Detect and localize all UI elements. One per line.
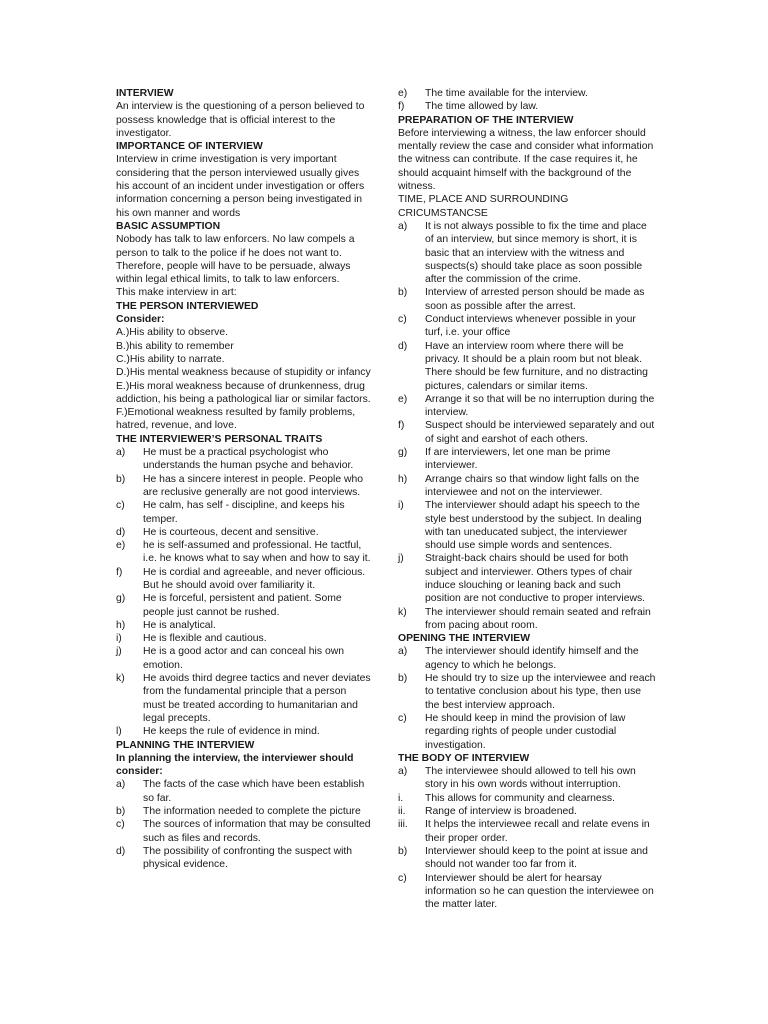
- list-item-text: Suspect should be interviewed separately and out of sight and earshot of each others.: [425, 420, 655, 445]
- list-item: [398, 672, 656, 712]
- list-item: [116, 645, 371, 672]
- list-item-text: He is cordial and agreeable, and never officious. But he should avoid over familiarity it.: [143, 566, 366, 591]
- list-item: [116, 818, 371, 845]
- list-item-text: The interviewer should identify himself and the agency to which he belongs.: [425, 646, 639, 671]
- list-item: [398, 552, 656, 605]
- list-item: [116, 672, 371, 725]
- list-item: [116, 526, 371, 539]
- list-item: [116, 619, 371, 632]
- list-marker: a): [398, 646, 408, 658]
- list-item-text: He keeps the rule of evidence in mind.: [143, 726, 320, 738]
- list-marker: i): [116, 633, 122, 645]
- paragraph: F.)Emotional weakness resulted by family problems, hatred, revenue, and love.: [116, 407, 356, 432]
- list-item-text: He is forceful, persistent and patient. Some people just cannot be rushed.: [143, 593, 342, 618]
- list-item-text: He is a good actor and can conceal his own emotion.: [143, 646, 345, 671]
- list-marker: c): [398, 872, 407, 884]
- list-item: [116, 446, 371, 473]
- list-marker: k): [116, 673, 125, 685]
- list-item: [398, 340, 656, 393]
- list-marker: a): [398, 766, 408, 778]
- list-item: [398, 645, 656, 672]
- list-marker: d): [398, 340, 408, 352]
- section-heading: Consider:: [116, 314, 165, 326]
- list-item-text: He calm, has self - discipline, and keeps his temper.: [143, 500, 345, 525]
- list-marker: c): [398, 712, 407, 724]
- section-heading: INTERVIEW: [116, 88, 174, 99]
- list-item: [398, 419, 656, 446]
- list-marker: f): [116, 566, 123, 578]
- paragraph: An interview is the questioning of a person believed to possess knowledge that is official interest to the investigator.: [116, 101, 365, 139]
- list-marker: g): [398, 447, 408, 459]
- list-marker: a): [116, 779, 126, 791]
- list-marker: i): [398, 500, 404, 512]
- paragraph: D.)His mental weakness because of stupidity or infancy: [116, 367, 371, 379]
- section-heading: OPENING THE INTERVIEW: [398, 633, 531, 645]
- paragraph: A.)His ability to observe.: [116, 327, 229, 339]
- list-marker: d): [116, 845, 126, 857]
- list-marker: l): [116, 726, 122, 738]
- list-item: [116, 592, 371, 619]
- paragraph: B.)his ability to remember: [116, 340, 234, 352]
- paragraph: Before interviewing a witness, the law enforcer should mentally review the case and consider what information the witness can contribute. If the case requires it, he should acquaint himself with the background of the witness.: [398, 127, 654, 193]
- list-item: [398, 818, 656, 845]
- list-marker: g): [116, 593, 126, 605]
- list-item-text: The facts of the case which have been establish so far.: [143, 779, 365, 804]
- list-item-text: he is self-assumed and professional. He tactful, i.e. he knows what to say when and how to say it.: [143, 540, 371, 565]
- list-item: [398, 100, 656, 113]
- list-item-text: He must be a practical psychologist who understands the human psyche and behavior.: [143, 447, 354, 472]
- list-marker: h): [116, 619, 126, 631]
- list-item: [398, 286, 656, 313]
- list-item-text: Interviewer should be alert for hearsay information so he can question the interviewee on the matter later.: [425, 872, 654, 911]
- list-item-text: Interviewer should keep to the point at issue and should not wander too far from it.: [425, 845, 648, 871]
- list-marker: e): [116, 540, 126, 552]
- list-item-text: Have an interview room where there will be privacy. It should be a plain room but not bleak. There should be few furniture, and no distracting pictures, calendars or similar items.: [425, 340, 648, 392]
- section-heading: BASIC ASSUMPTION: [116, 220, 221, 232]
- list-item-text: The information needed to complete the picture: [143, 806, 361, 818]
- list-item-text: Interview of arrested person should be made as soon as possible after the arrest.: [425, 287, 645, 312]
- list-item-text: The interviewer should adapt his speech to the style best understood by the subject. In dealing with tan uneducated subject, the interviewer should use simple words and sentences.: [425, 500, 642, 552]
- list-marker: b): [116, 806, 126, 818]
- list-item-text: The interviewer should remain seated and refrain from pacing about room.: [425, 606, 651, 631]
- paragraph: C.)His ability to narrate.: [116, 353, 225, 365]
- list-marker: b): [398, 673, 408, 685]
- list-marker: h): [398, 473, 408, 485]
- list-item: [116, 632, 371, 645]
- paragraph: TIME, PLACE AND SURROUNDING CRICUMSTANCSE: [398, 194, 569, 219]
- list-item-text: He is courteous, decent and sensitive.: [143, 526, 319, 538]
- list-item: [398, 313, 656, 340]
- list-item-text: The sources of information that may be consulted such as files and records.: [143, 819, 371, 844]
- list-marker: c): [116, 819, 125, 831]
- list-marker: iii.: [398, 819, 408, 831]
- list-item: [398, 473, 656, 500]
- list-item-text: Straight-back chairs should be used for both subject and interviewer. Others types of chair induce slouching or leaning back and such position are not conductive to proper interviews.: [425, 553, 646, 605]
- list-marker: i.: [398, 792, 404, 804]
- list-item: [116, 845, 371, 872]
- section-heading: IMPORTANCE OF INTERVIEW: [116, 141, 263, 153]
- list-item: [398, 87, 656, 100]
- list-item-text: The possibility of confronting the suspect with physical evidence.: [143, 845, 353, 871]
- list-item: [116, 566, 371, 593]
- section-heading: PREPARATION OF THE INTERVIEW: [398, 114, 574, 126]
- section-heading: THE PERSON INTERVIEWED: [116, 300, 259, 312]
- list-item: [116, 473, 371, 500]
- list-marker: j): [398, 553, 404, 565]
- list-marker: c): [398, 314, 407, 326]
- list-item-text: It is not always possible to fix the time and place of an interview, but since memory is short, it is basic that an interview with the witness and suspects(s) should take place as soon possible after the commission of the crime.: [425, 220, 647, 286]
- section-heading: In planning the interview, the interviewer should consider:: [116, 752, 354, 778]
- list-item-text: He is analytical.: [143, 619, 216, 631]
- list-item: [116, 499, 371, 526]
- list-item: [116, 539, 371, 566]
- paragraph: Interview in crime investigation is very important considering that the person interviewed usually gives his account of an incident under investigation or offers information concerning a person being investigated in his own manner and words: [116, 154, 365, 219]
- paragraph: E.)His moral weakness because of drunkenness, drug addiction, his being a pathological liar or similar factors.: [116, 380, 371, 405]
- list-marker: a): [398, 220, 408, 232]
- list-item: [398, 499, 656, 552]
- right-column: [398, 87, 656, 911]
- list-item: [398, 872, 656, 912]
- list-marker: b): [116, 473, 126, 485]
- list-item: [398, 792, 656, 805]
- list-marker: e): [398, 393, 408, 405]
- list-marker: a): [116, 447, 126, 459]
- left-column: [116, 87, 371, 872]
- list-item: [398, 393, 656, 420]
- list-item-text: He is flexible and cautious.: [143, 633, 267, 645]
- list-marker: c): [116, 500, 125, 512]
- list-item-text: The interviewee should allowed to tell his own story in his own words without interruption.: [425, 766, 636, 791]
- list-marker: k): [398, 606, 407, 618]
- list-item: [398, 220, 656, 286]
- list-marker: e): [398, 88, 408, 99]
- list-marker: d): [116, 526, 126, 538]
- list-item: [398, 606, 656, 633]
- list-item-text: This allows for community and clearness.: [425, 792, 615, 804]
- list-item-text: Arrange it so that will be no interruption during the interview.: [425, 393, 655, 419]
- list-marker: b): [398, 287, 408, 299]
- list-marker: j): [116, 646, 122, 658]
- list-item-text: It helps the interviewee recall and relate evens in their proper order.: [425, 819, 650, 844]
- list-item-text: He has a sincere interest in people. People who are reclusive generally are not good interviews.: [143, 473, 364, 498]
- section-heading: PLANNING THE INTERVIEW: [116, 739, 255, 751]
- list-item: [116, 778, 371, 805]
- list-item: [398, 712, 656, 752]
- list-marker: b): [398, 845, 408, 857]
- list-marker: f): [398, 101, 405, 113]
- list-item-text: He avoids third degree tactics and never deviates from the fundamental principle that a person must be treated according to humanitarian and legal precepts.: [143, 673, 371, 724]
- list-item-text: He should keep in mind the provision of law regarding rights of people under custodial investigation.: [425, 712, 626, 751]
- list-item: [116, 805, 371, 818]
- list-item-text: Conduct interviews whenever possible in your turf, i.e. your office: [425, 314, 636, 339]
- paragraph: This make interview in art:: [116, 287, 237, 299]
- list-item-text: The time allowed by law.: [425, 101, 539, 113]
- list-marker: f): [398, 420, 405, 432]
- list-item-text: The time available for the interview.: [425, 88, 588, 99]
- list-item-text: Arrange chairs so that window light falls on the interviewee and not on the interviewer.: [425, 473, 640, 498]
- list-item: [398, 845, 656, 872]
- list-marker: ii.: [398, 806, 406, 818]
- list-item: [116, 725, 371, 738]
- list-item: [398, 765, 656, 792]
- list-item-text: He should try to size up the interviewee and reach to tentative conclusion about his type, then use the best interview approach.: [425, 673, 656, 711]
- section-heading: THE INTERVIEWER’S PERSONAL TRAITS: [116, 433, 323, 445]
- paragraph: Nobody has talk to law enforcers. No law compels a person to talk to the police if he does not want to. Therefore, people will have to be persuade, always within legal ethical limits, to talk to law enforcers.: [116, 234, 355, 286]
- list-item-text: Range of interview is broadened.: [425, 806, 577, 818]
- list-item: [398, 805, 656, 818]
- section-heading: THE BODY OF INTERVIEW: [398, 752, 530, 764]
- list-item: [398, 446, 656, 473]
- list-item-text: If are interviewers, let one man be prime interviewer.: [425, 447, 611, 472]
